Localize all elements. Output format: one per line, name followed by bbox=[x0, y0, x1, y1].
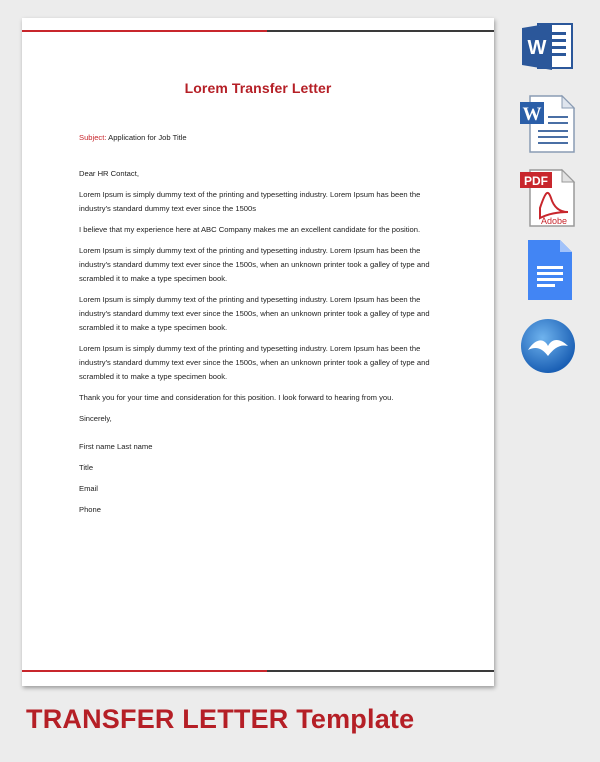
paragraph-5: Lorem Ipsum is simply dummy text of the printing and typesetting industry. Lorem Ipsum has been the industry's standard dummy text ever since the 1500s, when an unknown printer took a galley of type and scrambled it to make a type specimen book. bbox=[79, 344, 430, 381]
signature-title: Title bbox=[79, 463, 94, 472]
svg-text:PDF: PDF bbox=[524, 174, 548, 188]
closing: Sincerely, bbox=[79, 414, 112, 423]
subject-line bbox=[79, 131, 449, 145]
word-icon[interactable] bbox=[518, 18, 578, 80]
word-doc-icon[interactable] bbox=[518, 94, 578, 156]
letter-page bbox=[22, 18, 494, 686]
letter-body bbox=[79, 131, 449, 524]
paragraph-3: Lorem Ipsum is simply dummy text of the printing and typesetting industry. Lorem Ipsum has been the industry's standard dummy text ever since the 1500s, when an unknown printer took a galley of type and scrambled it to make a type specimen book. bbox=[79, 246, 430, 283]
bottom-rule-dark bbox=[267, 670, 494, 672]
subject-value: Application for Job Title bbox=[106, 133, 187, 142]
subject-label: Subject: bbox=[79, 133, 107, 142]
bottom-rule-red bbox=[22, 670, 267, 672]
paragraph-4: Lorem Ipsum is simply dummy text of the printing and typesetting industry. Lorem Ipsum has been the industry's standard dummy text ever since the 1500s, when an unknown printer took a galley of type and scrambled it to make a type specimen book. bbox=[79, 295, 430, 332]
signature-block bbox=[79, 440, 449, 517]
google-docs-icon[interactable] bbox=[518, 240, 578, 302]
svg-text:W: W bbox=[522, 104, 542, 125]
top-rule-red bbox=[22, 30, 267, 32]
letter-title: Lorem Transfer Letter bbox=[184, 80, 332, 96]
signature-email: Email bbox=[79, 484, 98, 493]
greeting: Dear HR Contact, bbox=[79, 169, 139, 178]
svg-text:W: W bbox=[527, 37, 547, 59]
paragraph-1: Lorem Ipsum is simply dummy text of the printing and typesetting industry. Lorem Ipsum has been the industry's standard dummy text ever since the 1500s bbox=[79, 190, 421, 213]
pdf-icon[interactable] bbox=[518, 168, 578, 230]
svg-text:Adobe: Adobe bbox=[540, 216, 568, 226]
paragraph-6: Thank you for your time and consideration for this position. I look forward to hearing from you. bbox=[79, 393, 394, 402]
signature-name: First name Last name bbox=[79, 442, 153, 451]
top-rule-dark bbox=[267, 30, 494, 32]
banner-title: TRANSFER LETTER Template bbox=[26, 704, 415, 734]
paragraph-2: I believe that my experience here at ABC Company makes me an excellent candidate for the position. bbox=[79, 225, 421, 234]
signature-phone: Phone bbox=[79, 505, 101, 514]
openoffice-icon[interactable] bbox=[518, 316, 578, 378]
